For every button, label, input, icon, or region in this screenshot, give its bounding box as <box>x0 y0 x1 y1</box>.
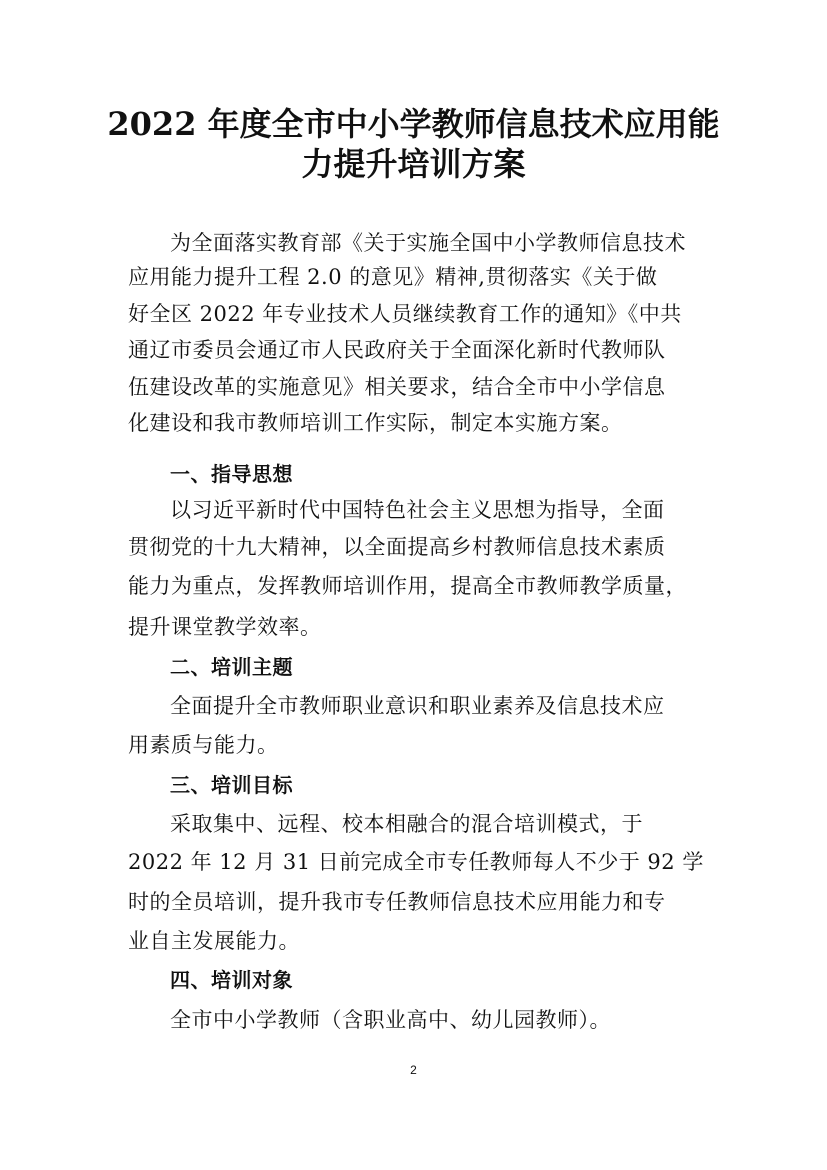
section-line: 用素质与能力。 <box>128 733 279 757</box>
section-heading: 四、培训对象 <box>170 968 293 992</box>
page-number: 2 <box>410 1063 417 1077</box>
section-line: 业自主发展能力。 <box>128 929 300 953</box>
section-line: 提升课堂教学效率。 <box>128 615 322 639</box>
intro-line: 通辽市委员会通辽市人民政府关于全面深化新时代教师队 <box>128 338 666 362</box>
section-heading: 一、指导思想 <box>170 462 293 486</box>
section-line: 贯彻党的十九大精神，以全面提高乡村教师信息技术素质 <box>128 535 666 559</box>
intro-line: 化建设和我市教师培训工作实际，制定本实施方案。 <box>128 411 623 435</box>
section-line: 采取集中、远程、校本相融合的混合培训模式，于 <box>170 812 643 836</box>
section-line: 2022 年 12 月 31 日前完成全市专任教师每人不少于 92 学 <box>128 850 704 874</box>
section-line: 全市中小学教师（含职业高中、幼儿园教师）。 <box>170 1008 611 1032</box>
intro-line: 伍建设改革的实施意见》相关要求，结合全市中小学信息 <box>128 375 666 399</box>
intro-line: 为全面落实教育部《关于实施全国中小学教师信息技术 <box>170 231 686 255</box>
section-line: 全面提升全市教师职业意识和职业素养及信息技术应 <box>170 694 665 718</box>
section-heading: 三、培训目标 <box>170 773 293 797</box>
intro-line: 好全区 2022 年专业技术人员继续教育工作的通知》《中共 <box>128 302 682 326</box>
section-heading: 二、培训主题 <box>170 655 293 679</box>
document-title-line-2: 力提升培训方案 <box>301 145 526 183</box>
intro-line: 应用能力提升工程 2.0 的意见》精神,贯彻落实《关于做 <box>128 265 658 289</box>
document-title-line-1: 2022 年度全市中小学教师信息技术应用能 <box>107 105 720 143</box>
section-line: 能力为重点，发挥教师培训作用，提高全市教师教学质量， <box>128 574 687 598</box>
section-line: 以习近平新时代中国特色社会主义思想为指导，全面 <box>170 498 665 522</box>
section-line: 时的全员培训，提升我市专任教师信息技术应用能力和专 <box>128 890 666 914</box>
